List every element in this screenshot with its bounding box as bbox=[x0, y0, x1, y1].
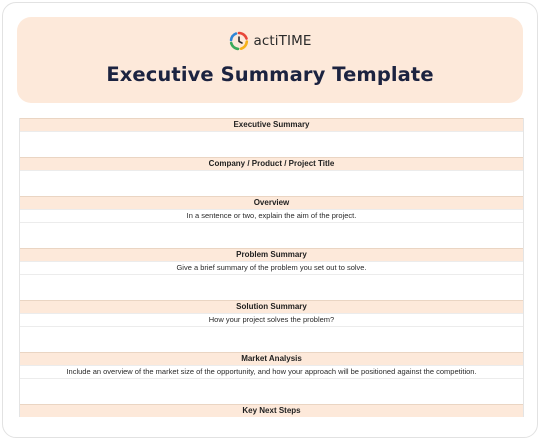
section-prompt-solution-summary: How your project solves the problem? bbox=[20, 313, 523, 326]
section-heading-overview: Overview bbox=[20, 196, 523, 209]
section-entry-executive-summary[interactable] bbox=[20, 131, 523, 157]
brand bbox=[17, 31, 523, 51]
section-heading-executive-summary: Executive Summary bbox=[20, 118, 523, 131]
section-prompt-market-analysis: Include an overview of the market size of the opportunity, and how your approach will be positioned against the competition. bbox=[20, 365, 523, 378]
section-entry-overview[interactable] bbox=[20, 222, 523, 248]
section-heading-solution-summary: Solution Summary bbox=[20, 300, 523, 313]
section-entry-problem-summary[interactable] bbox=[20, 274, 523, 300]
template-card bbox=[2, 2, 538, 438]
section-heading-problem-summary: Problem Summary bbox=[20, 248, 523, 261]
section-entry-market-analysis[interactable] bbox=[20, 378, 523, 404]
section-heading-project-title: Company / Product / Project Title bbox=[20, 157, 523, 170]
template-sheet bbox=[19, 118, 524, 417]
page-title: Executive Summary Template bbox=[106, 63, 434, 86]
brand-name: actiTIME bbox=[253, 33, 312, 49]
actitime-logo-icon bbox=[229, 31, 249, 51]
section-entry-solution-summary[interactable] bbox=[20, 326, 523, 352]
section-prompt-overview: In a sentence or two, explain the aim of the project. bbox=[20, 209, 523, 222]
section-heading-key-next-steps: Key Next Steps bbox=[20, 404, 523, 417]
section-heading-market-analysis: Market Analysis bbox=[20, 352, 523, 365]
section-prompt-problem-summary: Give a brief summary of the problem you set out to solve. bbox=[20, 261, 523, 274]
header-banner bbox=[17, 17, 523, 103]
section-entry-project-title[interactable] bbox=[20, 170, 523, 196]
